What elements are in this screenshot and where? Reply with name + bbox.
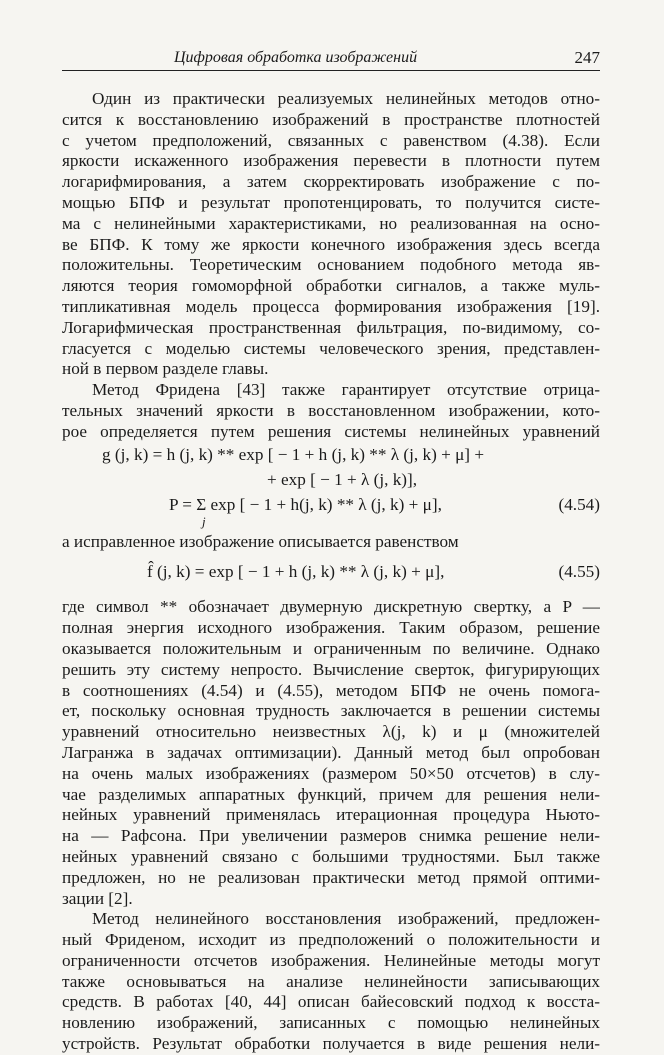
text-line: логарифмирования, а затем скорректировать изображение с по- <box>62 172 600 192</box>
text-line: ет, поскольку основная трудность заключается в решении системы <box>62 701 600 721</box>
text-line: мощью БПФ и результат пропотенцировать, то получится систе- <box>62 192 600 212</box>
equation-line <box>62 468 600 493</box>
text-line: также основываться на анализе нелинейности записывающих <box>62 971 600 991</box>
text-line: положительны. Теоретическим основанием подобного метода яв- <box>62 255 600 275</box>
text-line: ный Фриденом, исходит из предположений о положительности и <box>62 930 600 950</box>
text-line: а исправленное изображение описывается равенством <box>62 531 459 551</box>
sum-index-row <box>62 513 600 532</box>
text-line: на очень малых изображениях (размером 50×50 отсчетов) в слу- <box>62 763 600 783</box>
paragraph-3 <box>62 597 600 909</box>
text-line: Логарифмическая пространственная фильтрация, по-видимому, со- <box>62 317 600 337</box>
text-line: с учетом предположений, связанных с равенством (4.38). Если <box>62 130 600 150</box>
text-line: в соотношениях (4.54) и (4.55), методом БПФ не очень помога- <box>62 680 600 700</box>
equation-text: + exp [ − 1 + λ (j, k)], <box>267 469 418 489</box>
paragraph-2 <box>62 380 600 442</box>
text-line: ной в первом разделе главы. <box>62 359 269 379</box>
text-line: ма с нелинейными характеристиками, но реализованная на осно- <box>62 213 600 233</box>
text-line: нейных уравнений связано с большими трудностями. Был также <box>62 846 600 866</box>
text-line: рое определяется путем решения системы нелинейных уравнений <box>62 421 600 441</box>
equation-4-55 <box>62 560 600 585</box>
equation-text: f̂ (j, k) = exp [ − 1 + h (j, k) ** λ (j, k) + μ], <box>147 562 445 582</box>
page-header <box>62 48 600 71</box>
equation-line <box>62 443 600 468</box>
running-head: Цифровая обработка изображений <box>174 49 418 66</box>
text-line: уравнений относительно неизвестных λ(j, k) и μ (множителей <box>62 722 600 742</box>
equation-text: g (j, k) = h (j, k) ** exp [ − 1 + h (j, k) ** λ (j, k) + μ] + <box>102 444 485 464</box>
text-line: полная энергия исходного изображения. Таким образом, решение <box>62 618 600 638</box>
text-line: Лагранжа в задачах оптимизации). Данный метод был опробован <box>62 742 600 762</box>
text-line: сится к восстановлению изображений в пространстве плотностей <box>62 109 600 129</box>
text-line: средств. В работах [40, 44] описан байесовский подход к восста- <box>62 992 600 1012</box>
text-line: зации [2]. <box>62 888 133 908</box>
text-line: Метод нелинейного восстановления изображений, предложен- <box>92 909 600 929</box>
equation-line <box>62 493 600 518</box>
text-line: предложен, но не реализован практически метод прямой оптими- <box>62 867 600 887</box>
text-line: чае разделимых аппаратных функций, причем для решения нели- <box>62 784 600 804</box>
text-line: типликативная модель процесса формирования изображения [19]. <box>62 296 600 316</box>
text-line: Один из практически реализуемых нелинейных методов отно- <box>92 89 600 108</box>
paragraph-1 <box>62 89 600 380</box>
text-line: нейных уравнений применялась итерационная процедура Ньюто- <box>62 805 600 825</box>
sum-index: j <box>202 513 206 529</box>
text-line: тельных значений яркости в восстановленном изображении, кото- <box>62 400 600 420</box>
text-line: на — Рафсона. При увеличении размеров снимка решение нели- <box>62 826 600 846</box>
text-line: решить эту систему непросто. Вычисление сверток, фигурирующих <box>62 659 600 679</box>
text-line: ограниченности отсчетов изображения. Нелинейные методы могут <box>62 950 600 970</box>
text-line: где символ ** обозначает двумерную дискретную свертку, а P — <box>62 597 600 617</box>
equation-block-4-54 <box>62 443 600 532</box>
text-line: устройств. Результат обработки получается в виде решения нели- <box>62 1034 600 1054</box>
equation-number: (4.55) <box>558 562 600 582</box>
text-line: яркости искаженного изображения перевести в плотности путем <box>62 151 600 171</box>
equation-number: (4.54) <box>558 494 600 514</box>
text-line: Метод Фридена [43] также гарантирует отсутствие отрица- <box>92 380 600 400</box>
text-line: ляются теория гомоморфной обработки сигналов, а также муль- <box>62 276 600 296</box>
text-line: гласуется с моделью системы человеческого зрения, представлен- <box>62 338 600 358</box>
text-line: оказывается положительным и ограниченным по величине. Однако <box>62 638 600 658</box>
equation-text: P = Σ exp [ − 1 + h(j, k) ** λ (j, k) + μ], <box>169 494 442 514</box>
body-text <box>62 89 600 1055</box>
paragraph-4 <box>62 909 600 1055</box>
text-line: ве БПФ. К тому же яркости конечного изображения здесь всегда <box>62 234 600 254</box>
page-number: 247 <box>574 48 600 67</box>
text-line: новлению изображений, записанных с помощью нелинейных <box>62 1013 600 1033</box>
